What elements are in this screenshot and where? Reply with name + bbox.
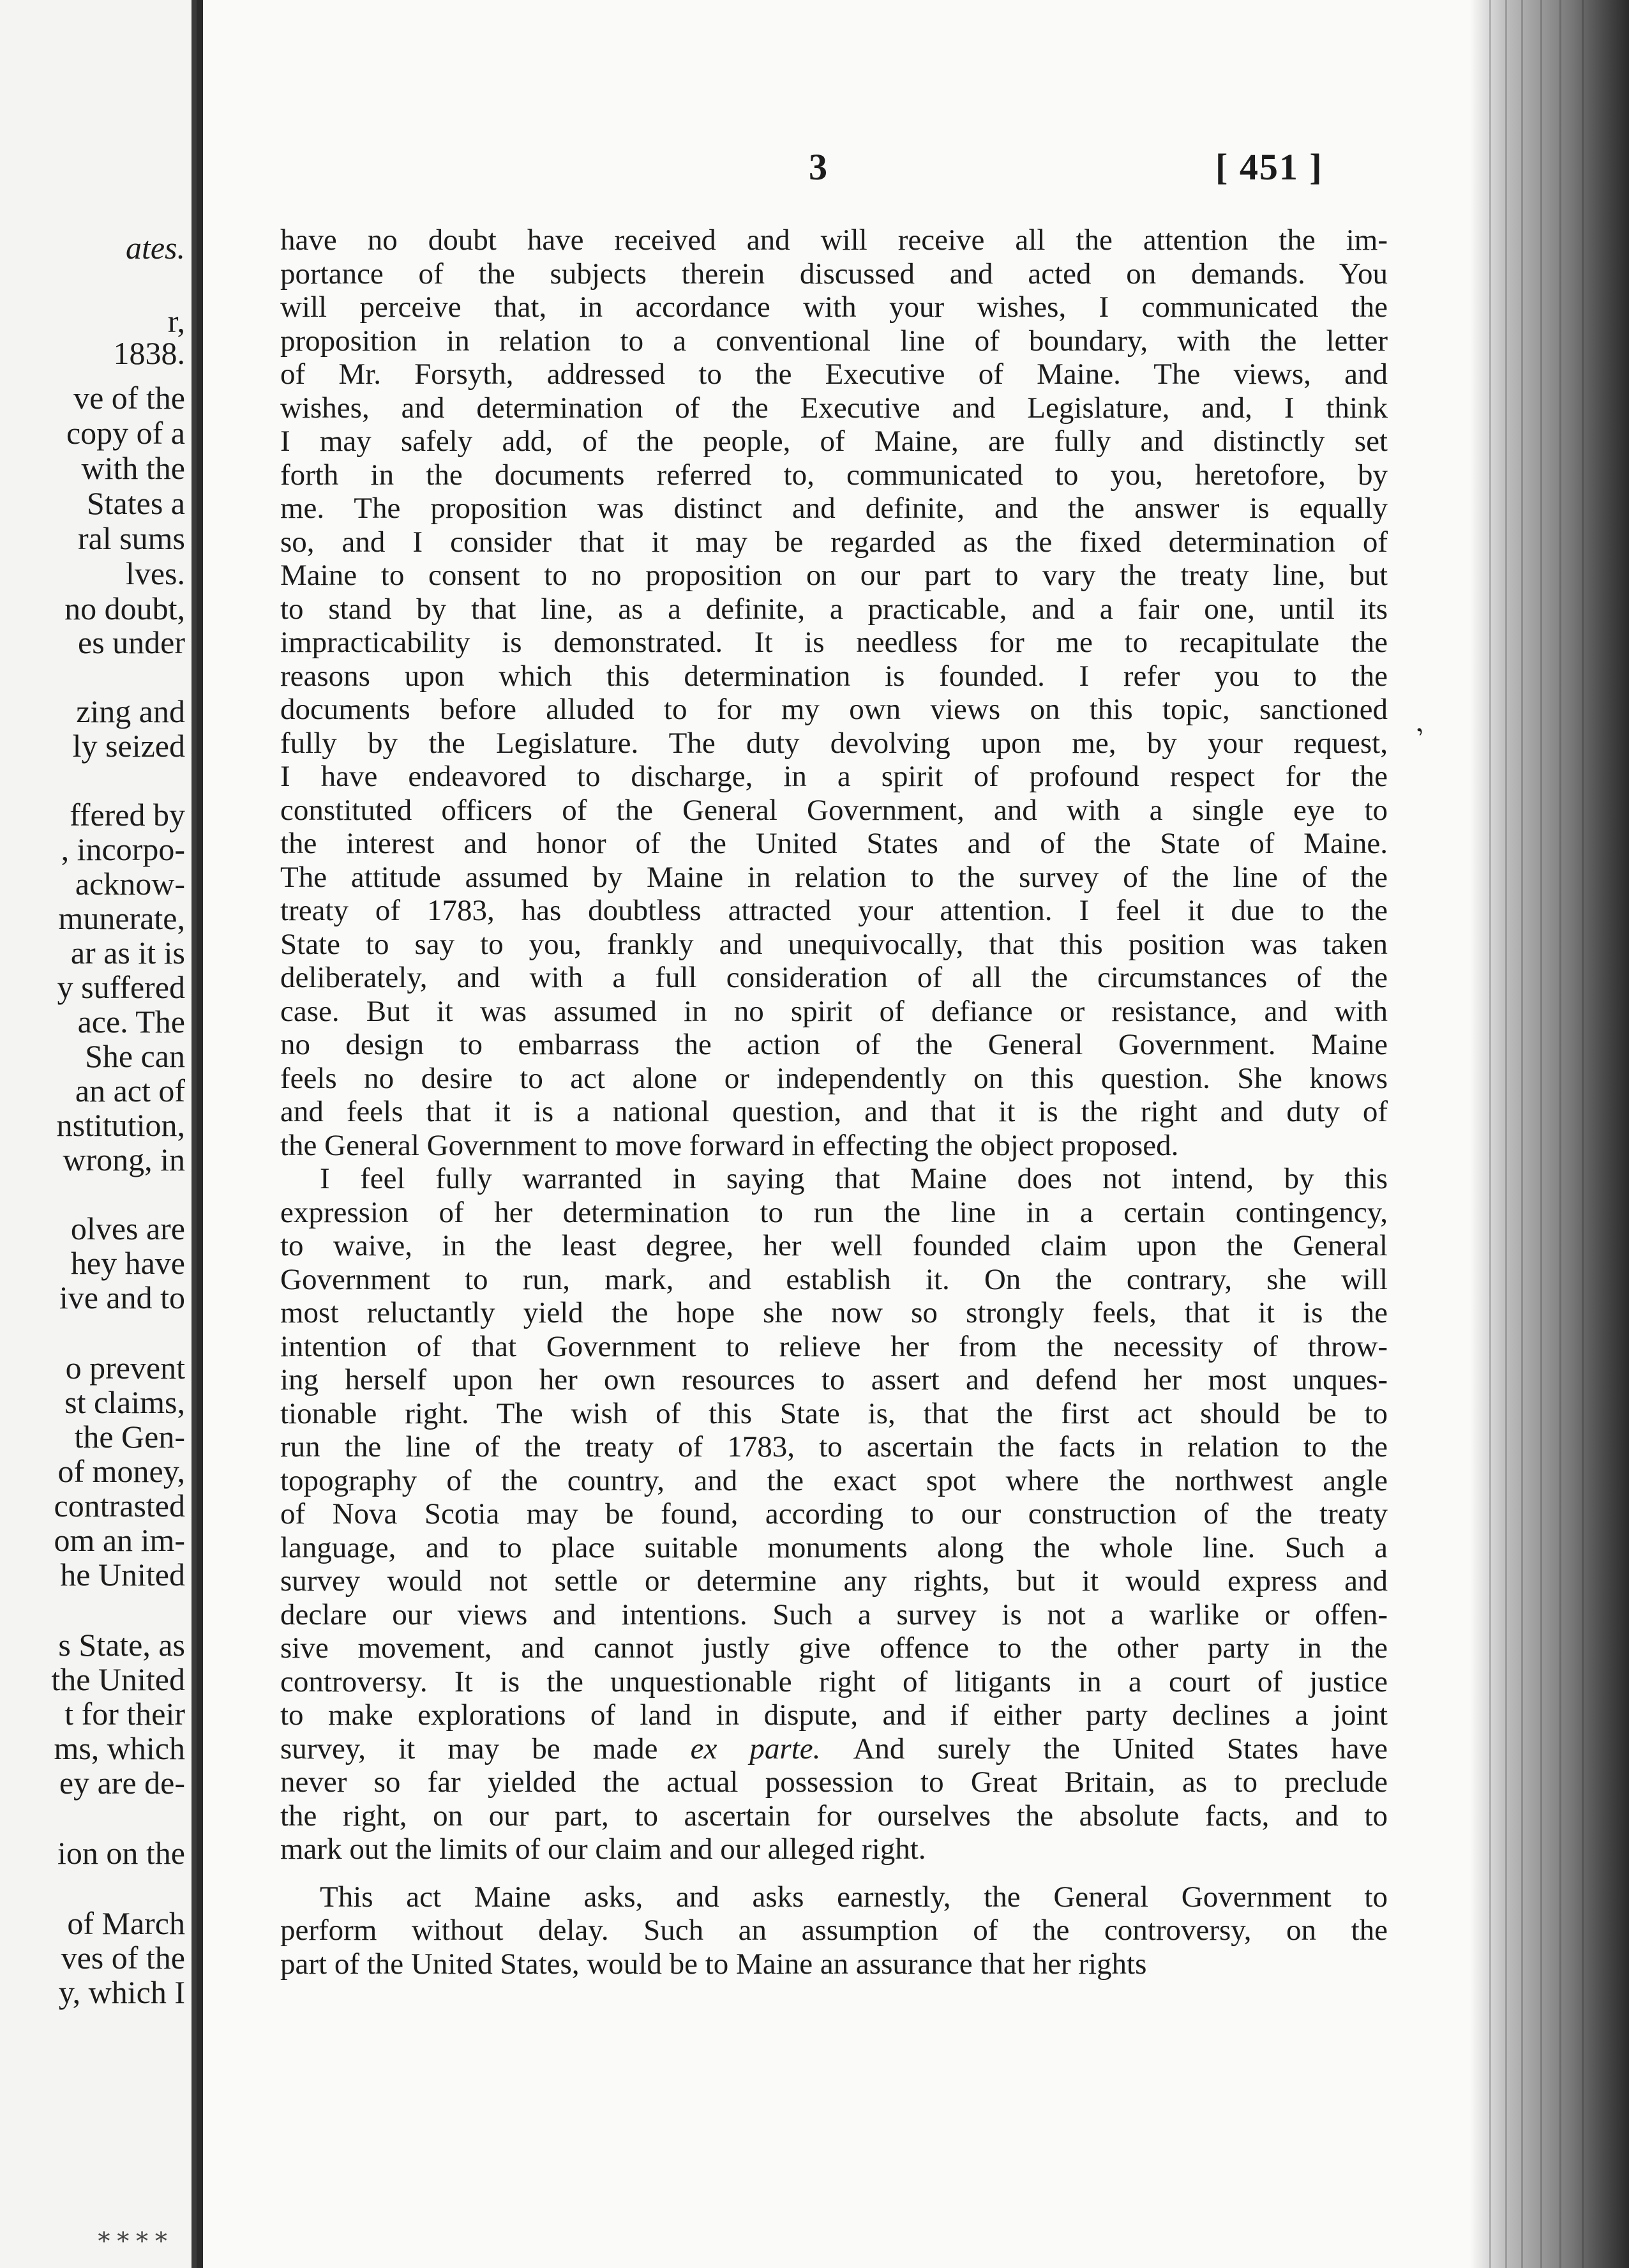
text-line: language, and to place suitable monuments along the whole line. Such a (280, 1531, 1388, 1564)
left-page-line: ion on the (57, 1835, 185, 1871)
left-page-line: contrasted (54, 1488, 185, 1523)
text-line: to stand by that line, as a definite, a practicable, and a fair one, until its (280, 592, 1388, 626)
text-line: will perceive that, in accordance with your wishes, I communicated the (280, 291, 1388, 324)
left-page-line: ffered by (70, 797, 185, 833)
italic-phrase: ex parte. (690, 1732, 853, 1765)
left-page-line: ves of the (61, 1940, 185, 1976)
left-page-line: om an im- (54, 1522, 185, 1558)
body-text (280, 223, 1388, 1981)
left-page-line: zing and (76, 693, 185, 729)
left-page-line: copy of a (66, 415, 185, 451)
text-line: sive movement, and cannot justly give offence to the other party in the (280, 1631, 1388, 1665)
text-line: most reluctantly yield the hope she now so strongly feels, that it is the (280, 1296, 1388, 1329)
page-stack-edge (1470, 0, 1629, 2268)
left-page-line: ey are de- (59, 1765, 185, 1801)
text-line: Maine to consent to no proposition on our part to vary the treaty line, but (280, 559, 1388, 592)
text-line: survey would not settle or determine any rights, but it would express and (280, 1564, 1388, 1598)
left-page-line: ive and to (59, 1280, 185, 1315)
left-page-line: acknow- (75, 866, 185, 902)
text-line: perform without delay. Such an assumption of the controversy, on the (280, 1914, 1388, 1947)
left-page-line: t for their (64, 1696, 185, 1732)
left-page-line: the Gen- (74, 1419, 185, 1455)
text-line: Government to run, mark, and establish it. On the contrary, she will (280, 1262, 1388, 1296)
text-line: me. The proposition was distinct and definite, and the answer is equally (280, 492, 1388, 525)
left-page-line: st claims, (64, 1384, 185, 1420)
text-line: State to say to you, frankly and unequivocally, that this position was taken (280, 927, 1388, 961)
left-page-line: r, (167, 303, 185, 339)
text-line: the General Government to move forward in effecting the object proposed. (280, 1128, 1179, 1162)
text-line: constituted officers of the General Government, and with a single eye to (280, 793, 1388, 827)
left-page-line: nstitution, (56, 1107, 185, 1143)
text-line: fully by the Legislature. The duty devolving upon me, by your request, (280, 726, 1388, 760)
text-line: I feel fully warranted in saying that Maine does not intend, by this (320, 1162, 1388, 1195)
text-line: controversy. It is the unquestionable right of litigants in a court of justice (280, 1665, 1388, 1698)
text-line: have no doubt have received and will receive all the attention the im- (280, 223, 1388, 257)
text-line: and feels that it is a national question, and that it is the right and duty of (280, 1095, 1388, 1128)
left-page-line: o prevent (65, 1350, 185, 1386)
left-page-line: hey have (70, 1245, 185, 1281)
text-line: forth in the documents referred to, communicated to you, heretofore, by (280, 458, 1388, 492)
text-line: feels no desire to act alone or independently on this question. She knows (280, 1061, 1388, 1095)
document-number: [ 451 ] (1215, 146, 1323, 188)
text-line: mark out the limits of our claim and our alleged right. (280, 1833, 926, 1866)
text-line: part of the United States, would be to Maine an assurance that her rights (280, 1947, 1147, 1981)
left-page-line: y, which I (58, 1974, 185, 2010)
left-page-line: ral sums (77, 520, 185, 556)
left-page-line: olves are (70, 1211, 185, 1246)
text-line: of Nova Scotia may be found, according to our construction of the treaty (280, 1497, 1388, 1531)
left-page-line: an act of (75, 1073, 185, 1108)
left-page-line: s State, as (58, 1627, 185, 1663)
left-page-line: lves. (125, 556, 185, 591)
text-segment: And surely the United States have (853, 1732, 1388, 1765)
text-line: proposition in relation to a conventional line of boundary, with the letter (280, 324, 1388, 358)
stray-mark: ’ (1411, 720, 1435, 753)
left-page-line: es under (78, 624, 185, 660)
text-line: impracticability is demonstrated. It is needless for me to recapitulate the (280, 626, 1388, 659)
left-page-line: ar as it is (70, 935, 185, 971)
text-line: intention of that Government to relieve her from the necessity of throw- (280, 1329, 1388, 1363)
page-number: 3 (809, 146, 827, 188)
text-line: reasons upon which this determination is founded. I refer you to the (280, 659, 1388, 693)
text-line: so, and I consider that it may be regarded as the fixed determination of (280, 525, 1388, 559)
text-line: portance of the subjects therein discussed and acted on demands. You (280, 257, 1388, 291)
left-page-line: ly seized (72, 728, 185, 764)
left-page-line: ve of the (73, 380, 185, 416)
text-line: topography of the country, and the exact spot where the northwest angle (280, 1463, 1388, 1497)
text-line: deliberately, and with a full consideration of all the circumstances of the (280, 961, 1388, 994)
left-page-line: y suffered (57, 969, 185, 1005)
text-line: no design to embarrass the action of the General Government. Maine (280, 1028, 1388, 1061)
left-page-line: ms, which (54, 1730, 185, 1766)
text-line: case. But it was assumed in no spirit of defiance or resistance, and with (280, 994, 1388, 1028)
text-line: treaty of 1783, has doubtless attracted your attention. I feel it due to the (280, 894, 1388, 927)
left-page-line: ates. (125, 230, 185, 266)
text-line: I may safely add, of the people, of Maine, are fully and distinctly set (280, 425, 1388, 458)
left-page-line: of March (67, 1905, 185, 1941)
text-line: expression of her determination to run the line in a certain contingency, (280, 1195, 1388, 1229)
text-line: wishes, and determination of the Executive and Legislature, and, I think (280, 391, 1388, 425)
text-line: run the line of the treaty of 1783, to ascertain the facts in relation to the (280, 1430, 1388, 1463)
text-line: The attitude assumed by Maine in relation to the survey of the line of the (280, 860, 1388, 894)
bottom-smudge: ∗∗∗∗ (96, 2223, 172, 2250)
left-page-line: of money, (57, 1453, 185, 1489)
text-line: documents before alluded to for my own views on this topic, sanctioned (280, 693, 1388, 726)
left-page-line: 1838. (113, 335, 185, 371)
left-page-line: no doubt, (64, 591, 185, 626)
text-line: tionable right. The wish of this State is, that the first act should be to (280, 1396, 1388, 1430)
left-page-line: munerate, (58, 900, 185, 936)
left-page-line: with the (81, 450, 185, 486)
text-line: declare our views and intentions. Such a survey is not a warlike or offen- (280, 1598, 1388, 1631)
text-line: the right, on our part, to ascertain for ourselves the absolute facts, and to (280, 1799, 1388, 1833)
text-segment: survey, it may be made (280, 1732, 691, 1765)
left-page-line: She can (85, 1038, 185, 1074)
text-line: to make explorations of land in dispute, and if either party declines a joint (280, 1698, 1388, 1732)
text-line: the interest and honor of the United States and of the State of Maine. (280, 827, 1388, 860)
text-line (280, 1732, 1388, 1766)
left-page-line: , incorpo- (61, 831, 185, 867)
left-page-line: ace. The (77, 1004, 185, 1040)
left-page-line: wrong, in (63, 1142, 185, 1177)
text-line: to waive, in the least degree, her well founded claim upon the General (280, 1229, 1388, 1262)
text-line: never so far yielded the actual possession to Great Britain, as to preclude (280, 1765, 1388, 1799)
left-page-fragment (0, 0, 197, 2268)
left-page-line: he United (60, 1557, 185, 1592)
text-line: of Mr. Forsyth, addressed to the Executive of Maine. The views, and (280, 358, 1388, 391)
left-page-line: States a (86, 485, 185, 521)
text-line: This act Maine asks, and asks earnestly, the General Government to (320, 1880, 1388, 1914)
left-page-line: the United (51, 1661, 185, 1697)
text-line: I have endeavored to discharge, in a spirit of profound respect for the (280, 760, 1388, 793)
text-line: ing herself upon her own resources to assert and defend her most unques- (280, 1363, 1388, 1396)
